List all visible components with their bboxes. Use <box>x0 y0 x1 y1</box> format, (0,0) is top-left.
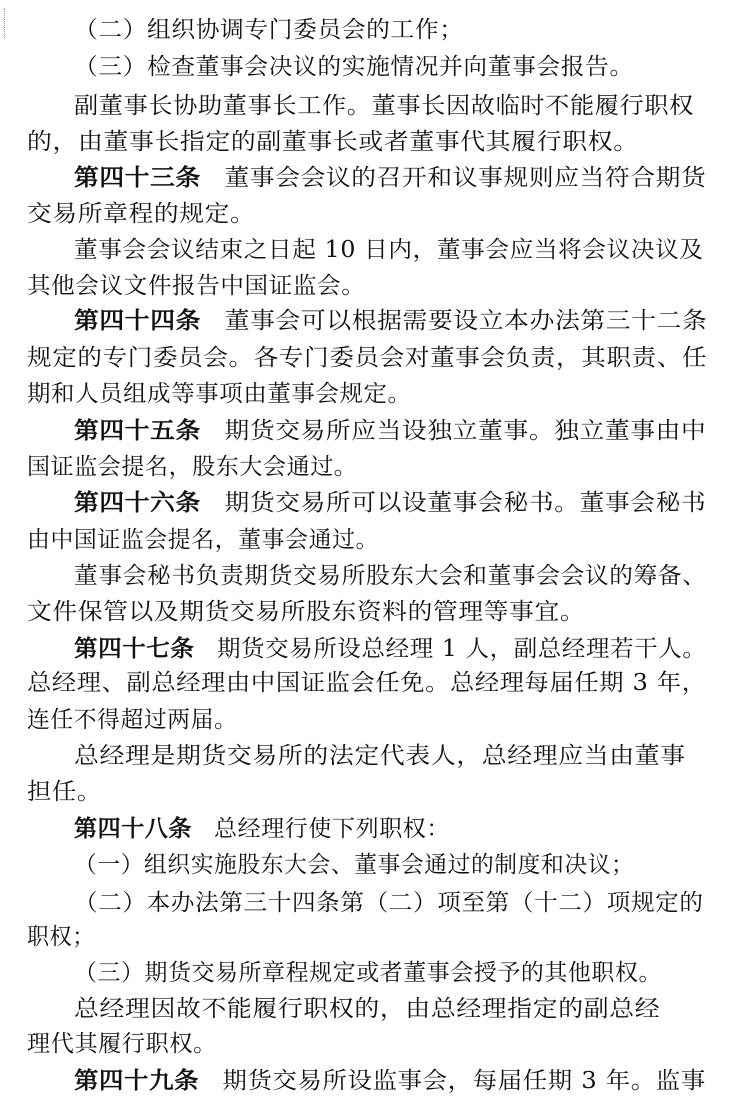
line-text: 期货交易所可以设董事会秘书。董事会秘书 <box>224 490 707 516</box>
line-text: 其他会议文件报告中国证监会。 <box>27 273 366 299</box>
text-line <box>74 557 707 595</box>
line-text: 总经理是期货交易所的法定代表人，总经理应当由董事 <box>74 743 686 769</box>
line-text: 连任不得超过两届。 <box>27 707 238 733</box>
text-line <box>27 1025 217 1063</box>
text-line <box>27 448 357 486</box>
text-line <box>74 1062 706 1100</box>
line-text: 国证监会提名，股东大会通过。 <box>27 454 358 480</box>
line-text: 董事会可以根据需要设立本办法第三十二条 <box>224 308 708 334</box>
line-text: 期和人员组成等事项由董事会规定。 <box>27 381 412 407</box>
text-line <box>74 302 707 340</box>
text-line <box>74 11 464 49</box>
text-line <box>27 195 255 233</box>
line-text: 由中国证监会提名，董事会通过。 <box>27 527 380 553</box>
line-text: 期货交易所应当设独立董事。独立董事由中 <box>224 418 707 444</box>
text-line <box>74 231 704 269</box>
text-line <box>74 846 634 884</box>
article-number: 第四十七条 <box>74 636 195 662</box>
line-text: 担任。 <box>27 779 102 805</box>
article-number: 第四十六条 <box>74 490 201 516</box>
article-number: 第四十三条 <box>74 165 201 191</box>
text-line <box>27 773 102 811</box>
line-text: （二）组织协调专门委员会的工作； <box>74 17 464 43</box>
line-text: 总经理、副总经理由中国证监会任免。总经理每届任期 3 年， <box>27 670 707 696</box>
text-line <box>27 267 365 305</box>
line-text: （三）检查董事会决议的实施情况并向董事会报告。 <box>74 54 634 80</box>
text-line <box>27 918 95 956</box>
text-line <box>74 810 450 848</box>
line-text: 总经理行使下列职权： <box>214 816 450 842</box>
text-line <box>74 737 686 775</box>
text-line <box>74 884 704 922</box>
line-text: 交易所章程的规定。 <box>27 201 256 227</box>
line-text: 总经理因故不能履行职权的，由总经理指定的副总经 <box>74 996 661 1022</box>
line-text: （三）期货交易所章程规定或者董事会授予的其他职权。 <box>74 960 662 986</box>
line-text: 副董事长协助董事长工作。董事长因故临时不能履行职权 <box>74 93 694 119</box>
text-line <box>74 630 706 668</box>
line-text: 董事会会议结束之日起 10 日内，董事会应当将会议决议及 <box>74 237 704 263</box>
line-text: （二）本办法第三十四条第（二）项至第（十二）项规定的 <box>74 890 704 916</box>
text-line <box>74 159 706 197</box>
text-line <box>74 484 706 522</box>
text-line <box>27 664 707 702</box>
line-text: 理代其履行职权。 <box>27 1031 217 1057</box>
text-line <box>74 954 662 992</box>
text-line <box>74 87 694 125</box>
line-text: 董事会会议的召开和议事规则应当符合期货 <box>224 165 707 191</box>
text-line <box>27 339 707 377</box>
line-text: 董事会秘书负责期货交易所股东大会和董事会会议的筹备、 <box>74 563 707 589</box>
text-line <box>74 48 634 86</box>
article-number: 第四十九条 <box>74 1068 200 1094</box>
text-line <box>27 123 639 161</box>
text-line <box>27 593 585 631</box>
text-line <box>27 701 237 739</box>
text-line <box>74 990 660 1028</box>
line-text: 文件保管以及期货交易所股东资料的管理等事宜。 <box>27 599 586 625</box>
line-text: 期货交易所设总经理 1 人，副总经理若干人。 <box>216 636 707 662</box>
scan-margin-mark <box>4 8 11 38</box>
line-text: 期货交易所设监事会，每届任期 3 年。监事 <box>222 1068 706 1094</box>
text-line <box>74 412 706 450</box>
article-number: 第四十四条 <box>74 308 202 334</box>
line-text: 职权； <box>27 924 95 950</box>
line-text: 规定的专门委员会。各专门委员会对董事会负责，其职责、任 <box>27 345 708 371</box>
article-number: 第四十五条 <box>74 418 201 444</box>
text-line <box>27 521 379 559</box>
text-line <box>27 375 412 413</box>
article-number: 第四十八条 <box>74 816 192 842</box>
line-text: （一）组织实施股东大会、董事会通过的制度和决议； <box>74 852 635 878</box>
line-text: 的，由董事长指定的副董事长或者董事代其履行职权。 <box>27 129 639 155</box>
